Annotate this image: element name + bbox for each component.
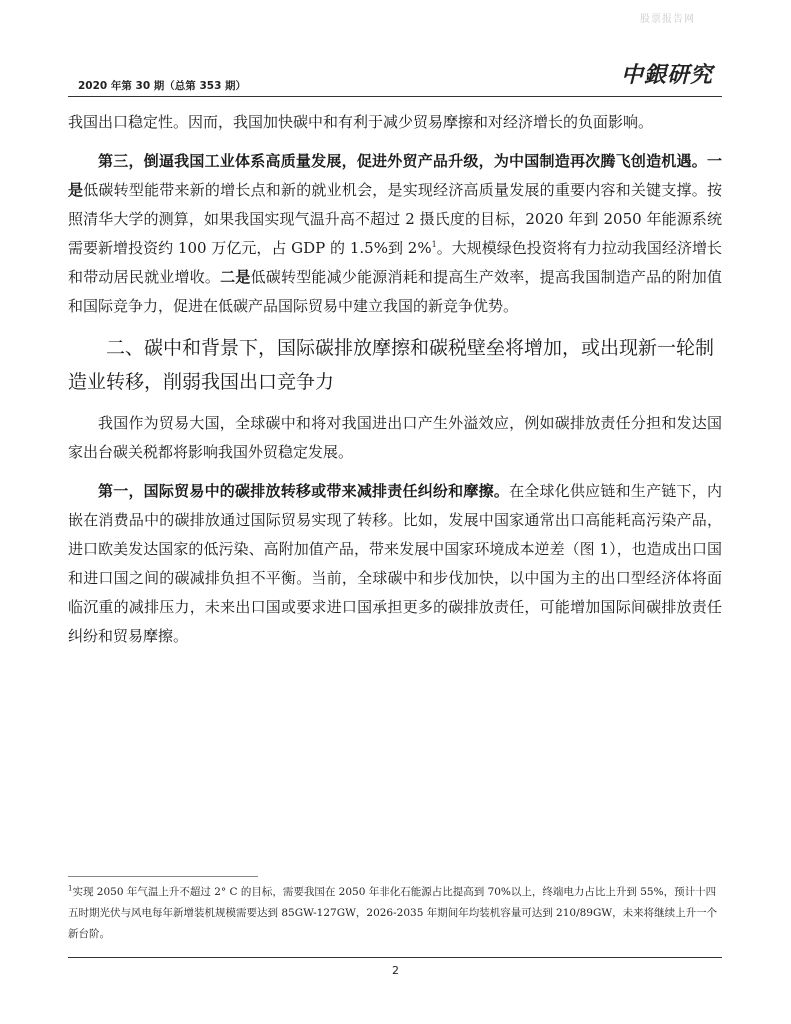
header-divider — [68, 96, 722, 97]
paragraph-first-point — [68, 477, 722, 651]
footnote-ref[interactable]: 1 — [431, 240, 437, 249]
footnote-marker: 1 — [68, 884, 73, 893]
paragraph-intro: 我国作为贸易大国，全球碳中和将对我国进出口产生外溢效应，例如碳排放责任分担和发达国家出台碳关税都将影响我国外贸稳定发展。 — [68, 414, 722, 461]
logo: 中銀研究 — [620, 62, 713, 88]
paragraph-text: 在全球化供应链和生产链下，内嵌在消费品中的碳排放通过国际贸易实现了转移。比如，发展中国家通常出口高能耗高污染产品，进口欧美发达国家的低污染、高附加值产品，带来发展中国家环境成本逆差（图 1），也造成出口国和进口国之间的碳减排负担不平衡。当前，全球碳中和步伐加快，以中国为主的出口型经济体将面临沉重的减排压力，未来出口国或要求进口国承担更多的碳排放责任，可能增加国际间碳排放责任纠纷和贸易摩擦。 — [68, 482, 722, 645]
footnote — [68, 882, 722, 945]
section-heading: 二、碳中和背景下，国际碳排放摩擦和碳税壁垒将增加，或出现新一轮制造业转移，削弱我国出口竞争力 — [68, 337, 715, 393]
bold-lead: 第一，国际贸易中的碳排放转移或带来减排责任纠纷和摩擦。 — [98, 482, 510, 500]
paragraph-third-point — [68, 147, 722, 321]
footnote-divider — [68, 876, 258, 877]
paragraph-continued: 我国出口稳定性。因而，我国加快碳中和有利于减少贸易摩擦和对经济增长的负面影响。 — [68, 113, 654, 131]
bold-marker-first: 一是 — [68, 152, 722, 199]
paragraph-text: 低碳转型能减少能源消耗和提高生产效率，提高我国制造产品的附加值和国际竞争力，促进在低碳产品国际贸易中建立我国的新竞争优势。 — [68, 268, 722, 315]
paragraph-text: 低碳转型能带来新的增长点和新的就业机会，是实现经济高质量发展的重要内容和关键支撑。按照清华大学的测算，如果我国实现气温升高不超过 2 摄氏度的目标，2020 年到 2050 年能源系统需要新增投资约 100 万亿元，占 GDP 的 1.5%到 2% — [68, 181, 722, 257]
bold-lead: 第三，倒逼我国工业体系高质量发展，促进外贸产品升级，为中国制造再次腾飞创造机遇。 — [98, 152, 707, 170]
watermark: 股票报告网 — [640, 14, 695, 25]
issue-label: 2020 年第 30 期（总第 353 期） — [78, 80, 247, 92]
main-content — [68, 108, 722, 661]
footer-divider — [68, 957, 722, 958]
paragraph-text: 。大规模绿色投资将有力拉动我国经济增长和带动居民就业增收。 — [68, 239, 722, 286]
bold-marker-second: 二是 — [220, 268, 251, 286]
page-number: 2 — [392, 964, 399, 977]
footnote-text: 实现 2050 年气温上升不超过 2° C 的目标，需要我国在 2050 年非化石能源占比提高到 70%以上，终端电力占比上升到 55%，预计十四五时期光伏与风电每年新增装机规模需要达到 85GW-127GW，2026-2035 年期间年均装机容量可达到 210/89GW，未来将继续上升一个新台阶。 — [68, 886, 718, 940]
